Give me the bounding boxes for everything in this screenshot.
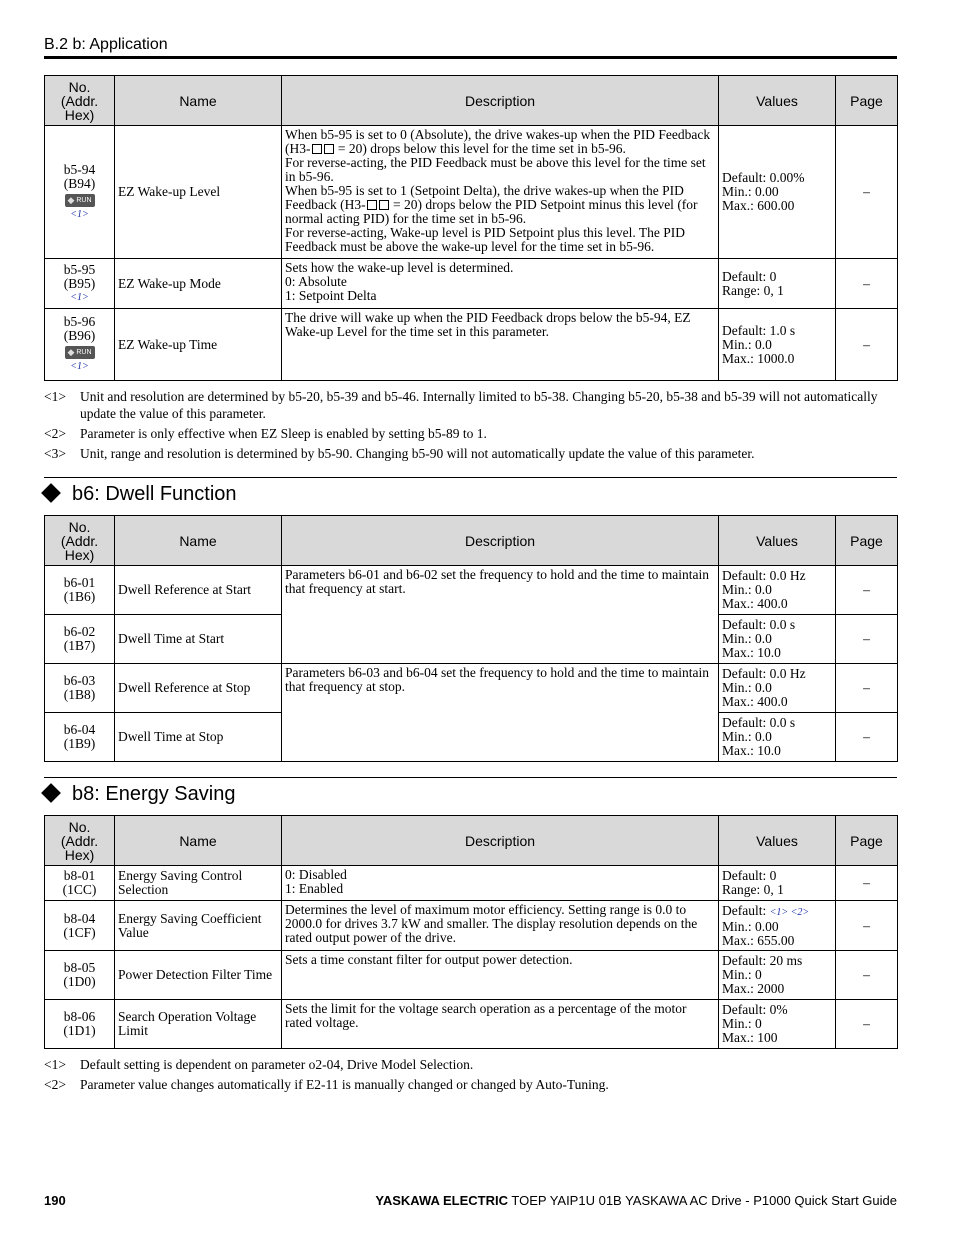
col-header-values: Values: [719, 516, 836, 566]
param-description: Sets how the wake-up level is determined. 0: Absolute 1: Setpoint Delta: [282, 259, 719, 309]
param-number: b6-02 (1B7): [45, 615, 115, 664]
footnote-ref[interactable]: <1> <2>: [769, 906, 810, 918]
param-name: Search Operation Voltage Limit: [115, 1000, 282, 1049]
param-name: Dwell Time at Start: [115, 615, 282, 664]
param-page: –: [836, 951, 898, 1000]
param-values: Default: 0.0 s Min.: 0.0 Max.: 10.0: [719, 713, 836, 762]
param-name: Power Detection Filter Time: [115, 951, 282, 1000]
col-header-name: Name: [115, 516, 282, 566]
placeholder-box-icon: [367, 200, 377, 210]
param-values: Default: 20 ms Min.: 0 Max.: 2000: [719, 951, 836, 1000]
param-description: Parameters b6-01 and b6-02 set the frequency to hold and the time to maintain that frequency at start.: [282, 566, 719, 664]
b8-notes: [44, 1056, 897, 1096]
param-name: Dwell Time at Stop: [115, 713, 282, 762]
param-values: Default: 0.0 Hz Min.: 0.0 Max.: 400.0: [719, 664, 836, 713]
note-item: <1> Unit and resolution are determined by b5-20, b5-39 and b5-46. Internally limited to b5-38. Changing b5-20, b5-38 and b5-39 will not automatically update the value of this parameter.: [44, 389, 878, 421]
b6-heading: [44, 477, 897, 505]
col-header-page: Page: [836, 516, 898, 566]
param-description: 0: Disabled 1: Enabled: [282, 866, 719, 901]
param-number: b6-01 (1B6): [45, 566, 115, 615]
param-page: –: [836, 901, 898, 951]
b8-title: b8: Energy Saving: [72, 783, 236, 805]
param-values: Default: 0.00% Min.: 0.00 Max.: 600.00: [719, 126, 836, 259]
col-header-values: Values: [719, 816, 836, 866]
param-values: Default: 1.0 s Min.: 0.0 Max.: 1000.0: [719, 309, 836, 381]
param-number: b5-96 (B96) ◆ RUN <1>: [45, 309, 115, 381]
param-description: The drive will wake up when the PID Feedback drops below the b5-94, EZ Wake-up Level for the time set in this parameter.: [282, 309, 719, 381]
param-page: –: [836, 866, 898, 901]
param-values: Default: <1> <2> Min.: 0.00 Max.: 655.00: [719, 901, 836, 951]
b6-title: b6: Dwell Function: [72, 483, 237, 505]
param-page: –: [836, 309, 898, 381]
col-header-name: Name: [115, 816, 282, 866]
param-number: b8-04 (1CF): [45, 901, 115, 951]
param-values: Default: 0% Min.: 0 Max.: 100: [719, 1000, 836, 1049]
param-page: –: [836, 126, 898, 259]
table-row: [45, 951, 898, 1000]
param-page: –: [836, 259, 898, 309]
b8-heading: [44, 777, 897, 805]
note-item: <3> Unit, range and resolution is determined by b5-90. Changing b5-90 will not automatically update the value of this parameter.: [44, 446, 755, 461]
placeholder-box-icon: [324, 144, 334, 154]
note-item: <1> Default setting is dependent on parameter o2-04, Drive Model Selection.: [44, 1057, 474, 1072]
param-number: b8-05 (1D0): [45, 951, 115, 1000]
param-number: b5-95 (B95) <1>: [45, 259, 115, 309]
b5-parameter-table: [44, 75, 898, 381]
param-description: When b5-95 is set to 0 (Absolute), the drive wakes-up when the PID Feedback (H3- = 20) drops below this level for the time set in b5-96. For reverse-acting, the PID Feedback must be above this level for the time set in b5-96. When b5-95 is set to 1 (Setpoint Delta), the drive wakes-up when the PID Feedback (H3- = 20) drops below the PID Setpoint minus this level (for normal acting PID) for the time set in b5-96. For reverse-acting, Wake-up level is PID Setpoint plus this level. The PID Feedback must be above the wake-up level for the time set in b5-96.: [282, 126, 719, 259]
param-number: b6-03 (1B8): [45, 664, 115, 713]
placeholder-box-icon: [379, 200, 389, 210]
footnote-ref[interactable]: <1>: [70, 208, 89, 220]
param-name: Energy Saving Control Selection: [115, 866, 282, 901]
param-description: Determines the level of maximum motor efficiency. Setting range is 0.0 to 2000.0 for drives 3.7 kW and smaller. The display resolution depends on the rated output power of the drive.: [282, 901, 719, 951]
table-row: [45, 664, 898, 713]
col-header-no: No. (Addr. Hex): [45, 76, 115, 126]
placeholder-box-icon: [312, 144, 322, 154]
table-row: [45, 901, 898, 951]
param-number: b6-04 (1B9): [45, 713, 115, 762]
table-row: [45, 309, 898, 381]
col-header-no: No. (Addr. Hex): [45, 516, 115, 566]
param-description: Sets the limit for the voltage search operation as a percentage of the motor rated voltage.: [282, 1000, 719, 1049]
col-header-description: Description: [282, 816, 719, 866]
table-row: [45, 866, 898, 901]
b5-notes: [44, 388, 897, 465]
table-row: [45, 126, 898, 259]
col-header-name: Name: [115, 76, 282, 126]
b6-parameter-table: [44, 515, 898, 762]
note-item: <2> Parameter value changes automatically if E2-11 is manually changed or changed by Auto-Tuning.: [44, 1077, 609, 1092]
diamond-bullet-icon: [41, 783, 61, 803]
param-page: –: [836, 566, 898, 615]
section-header: [44, 34, 897, 59]
footnote-ref[interactable]: <1>: [70, 291, 89, 303]
param-number: b8-06 (1D1): [45, 1000, 115, 1049]
section-header-text: B.2 b: Application: [44, 36, 168, 53]
param-name: EZ Wake-up Level: [115, 126, 282, 259]
param-description: Parameters b6-03 and b6-04 set the frequency to hold and the time to maintain that frequency at stop.: [282, 664, 719, 762]
col-header-description: Description: [282, 76, 719, 126]
b8-parameter-table: [44, 815, 898, 1049]
param-number: b5-94 (B94) ◆ RUN <1>: [45, 126, 115, 259]
param-values: Default: 0 Range: 0, 1: [719, 259, 836, 309]
col-header-page: Page: [836, 816, 898, 866]
param-page: –: [836, 713, 898, 762]
run-icon: ◆ RUN: [65, 194, 95, 207]
param-number: b8-01 (1CC): [45, 866, 115, 901]
param-values: Default: 0 Range: 0, 1: [719, 866, 836, 901]
param-name: EZ Wake-up Mode: [115, 259, 282, 309]
col-header-no: No. (Addr. Hex): [45, 816, 115, 866]
param-page: –: [836, 664, 898, 713]
param-name: EZ Wake-up Time: [115, 309, 282, 381]
diamond-bullet-icon: [41, 483, 61, 503]
param-values: Default: 0.0 Hz Min.: 0.0 Max.: 400.0: [719, 566, 836, 615]
page-number: 190: [44, 1193, 66, 1208]
table-row: [45, 259, 898, 309]
col-header-values: Values: [719, 76, 836, 126]
param-page: –: [836, 615, 898, 664]
param-name: Dwell Reference at Start: [115, 566, 282, 615]
note-item: <2> Parameter is only effective when EZ Sleep is enabled by setting b5-89 to 1.: [44, 426, 487, 441]
footnote-ref[interactable]: <1>: [70, 361, 89, 372]
param-page: –: [836, 1000, 898, 1049]
table-row: [45, 566, 898, 615]
footer-doc-title: YASKAWA ELECTRIC TOEP YAIP1U 01B YASKAWA AC Drive - P1000 Quick Start Guide: [375, 1193, 897, 1208]
param-values: Default: 0.0 s Min.: 0.0 Max.: 10.0: [719, 615, 836, 664]
table-row: [45, 1000, 898, 1049]
col-header-page: Page: [836, 76, 898, 126]
col-header-description: Description: [282, 516, 719, 566]
run-icon: ◆ RUN: [65, 346, 95, 359]
param-name: Dwell Reference at Stop: [115, 664, 282, 713]
param-description: Sets a time constant filter for output power detection.: [282, 951, 719, 1000]
param-name: Energy Saving Coefficient Value: [115, 901, 282, 951]
